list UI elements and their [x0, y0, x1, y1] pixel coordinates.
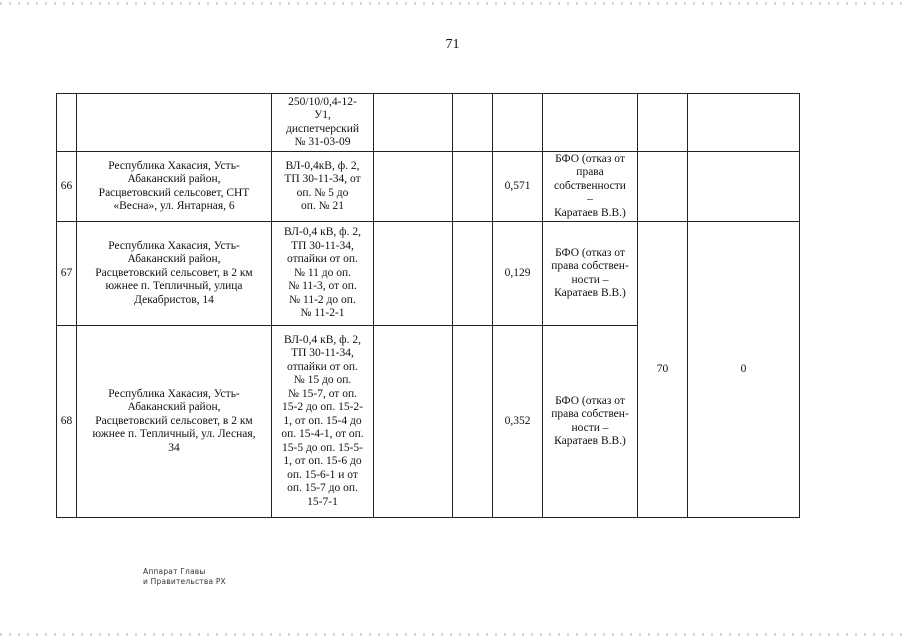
cell-line: ВЛ-0,4 кВ, ф. 2, ТП 30-11-34, отпайки от оп. № 11 до оп. № 11-3, от оп. № 11-2 до оп. № 11-2-1 — [272, 222, 374, 326]
cell-line: ВЛ-0,4кВ, ф. 2, ТП 30-11-34, от оп. № 5 до оп. № 21 — [272, 152, 374, 222]
cell-address — [77, 94, 272, 152]
cell-address: Республика Хакасия, Усть- Абаканский район, Расцветовский сельсовет, в 2 км южнее п. Тепличный, улица Декабристов, 14 — [77, 222, 272, 326]
cell-owner: БФО (отказ от права собственности – Каратаев В.В.) — [543, 152, 638, 222]
cell-address: Республика Хакасия, Усть- Абаканский район, Расцветовский сельсовет, СНТ «Весна», ул. Янтарная, 6 — [77, 152, 272, 222]
page-number: 71 — [445, 37, 460, 52]
cell-number: 68 — [57, 326, 77, 518]
cell-empty — [374, 326, 453, 518]
cell-empty — [453, 222, 493, 326]
cell-length: 0,571 — [493, 152, 543, 222]
cell-owner: БФО (отказ от права собствен- ности – Каратаев В.В.) — [543, 326, 638, 518]
cell-empty — [453, 94, 493, 152]
table-row-continuation — [57, 94, 800, 152]
cell-number — [57, 94, 77, 152]
cell-number: 67 — [57, 222, 77, 326]
land-plots-table — [56, 93, 800, 518]
cell-empty — [374, 152, 453, 222]
cell-line: ВЛ-0,4 кВ, ф. 2, ТП 30-11-34, отпайки от оп. № 15 до оп. № 15-7, от оп. 15-2 до оп. 15-2- 1, от оп. 15-4 до оп. 15-4-1, от оп. 15-5 до оп. 15-5- 1, от оп. 15-6 до оп. 15-6-1 и от оп. 15-7 до оп. 15-7-1 — [272, 326, 374, 518]
cell-merged-value: 70 — [638, 222, 688, 518]
cell-line: 250/10/0,4-12- У1, диспетчерский № 31-03-09 — [272, 94, 374, 152]
cell-merged-value: 0 — [688, 222, 800, 518]
cell-length: 0,129 — [493, 222, 543, 326]
cell-empty — [638, 152, 688, 222]
cell-length — [493, 94, 543, 152]
table-row — [57, 222, 800, 326]
cell-empty — [688, 152, 800, 222]
cell-owner: БФО (отказ от права собствен- ности – Каратаев В.В.) — [543, 222, 638, 326]
cell-owner — [543, 94, 638, 152]
cell-length: 0,352 — [493, 326, 543, 518]
cell-empty — [688, 94, 800, 152]
cell-empty — [453, 326, 493, 518]
cell-empty — [374, 222, 453, 326]
table-row — [57, 152, 800, 222]
scan-edge-top — [0, 2, 905, 5]
cell-address: Республика Хакасия, Усть- Абаканский район, Расцветовский сельсовет, в 2 км южнее п. Тепличный, ул. Лесная, 34 — [77, 326, 272, 518]
cell-empty — [638, 94, 688, 152]
cell-empty — [453, 152, 493, 222]
cell-empty — [374, 94, 453, 152]
cell-number: 66 — [57, 152, 77, 222]
scan-edge-bottom — [0, 633, 905, 636]
office-stamp: Аппарат Главы и Правительства РХ — [143, 567, 226, 586]
